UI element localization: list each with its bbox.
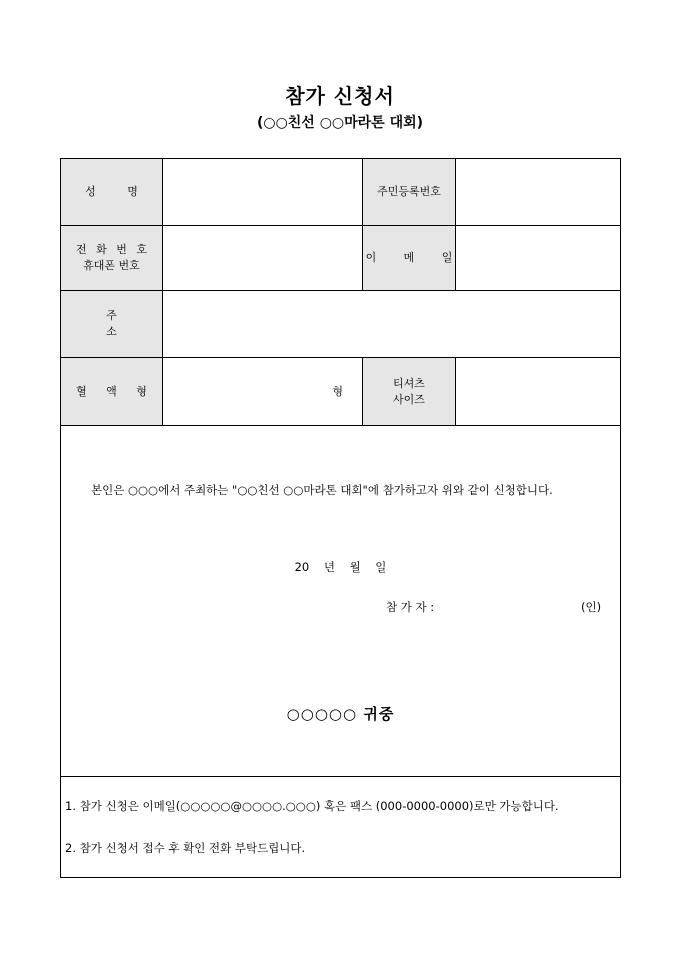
blood-type-suffix: 형: [332, 385, 343, 398]
column-divider: [162, 159, 163, 425]
blood-type-input-cell[interactable]: [163, 358, 361, 425]
id-number-input-cell[interactable]: [456, 159, 620, 225]
date-line: 20 년 월 일: [294, 560, 387, 574]
address-label: 주 소: [106, 309, 157, 338]
seal-label: (인): [581, 600, 602, 614]
address-input-cell[interactable]: [163, 291, 620, 357]
blood-type-label: 혈 액 형: [76, 384, 155, 398]
address-label-cell: [61, 291, 162, 357]
email-label: 이 메 일: [365, 251, 465, 264]
size-label: 사이즈: [393, 392, 425, 406]
name-label: 성 명: [85, 185, 152, 198]
document-subtitle: (○○친선 ○○마라톤 대회): [256, 115, 424, 131]
section-divider: [61, 776, 620, 777]
tshirt-label-cell: [363, 358, 455, 425]
tshirt-size-input-cell[interactable]: [456, 358, 620, 425]
email-input-cell[interactable]: [456, 226, 620, 290]
column-divider: [362, 357, 363, 425]
applicant-label: 참 가 자 :: [386, 600, 435, 614]
note-item: 2. 참가 신청서 접수 후 확인 전화 부탁드립니다.: [65, 841, 306, 855]
id-number-label: 주민등록번호: [377, 185, 441, 198]
row-divider: [61, 225, 620, 226]
application-form: [60, 158, 621, 878]
email-label-cell: [363, 226, 465, 290]
id-number-label-cell: [363, 159, 455, 225]
column-divider: [455, 159, 456, 290]
column-divider: [455, 357, 456, 425]
declaration-text: 본인은 ○○○에서 주최하는 "○○친선 ○○마라톤 대회"에 참가하고자 위와 같이 신청합니다.: [91, 483, 553, 497]
addressee: ○○○○○ 귀중: [286, 705, 395, 723]
phone-input-cell[interactable]: [163, 226, 361, 290]
note-item: 1. 참가 신청은 이메일(○○○○○@○○○○.○○○) 혹은 팩스 (000-0000-0000)로만 가능합니다.: [65, 799, 559, 813]
name-input-cell[interactable]: [163, 159, 361, 225]
row-divider: [61, 357, 620, 358]
name-label-cell: [61, 159, 162, 225]
phone-label: 전 화 번 호: [76, 243, 150, 256]
phone-label-cell: [61, 226, 162, 290]
column-divider: [362, 159, 363, 290]
mobile-label: 휴대폰 번호: [83, 259, 140, 272]
blood-type-label-cell: [61, 358, 162, 425]
row-divider: [61, 425, 620, 426]
document-title: 참가 신청서: [285, 84, 395, 108]
row-divider: [61, 290, 620, 291]
tshirt-label: 티셔츠: [393, 376, 425, 390]
